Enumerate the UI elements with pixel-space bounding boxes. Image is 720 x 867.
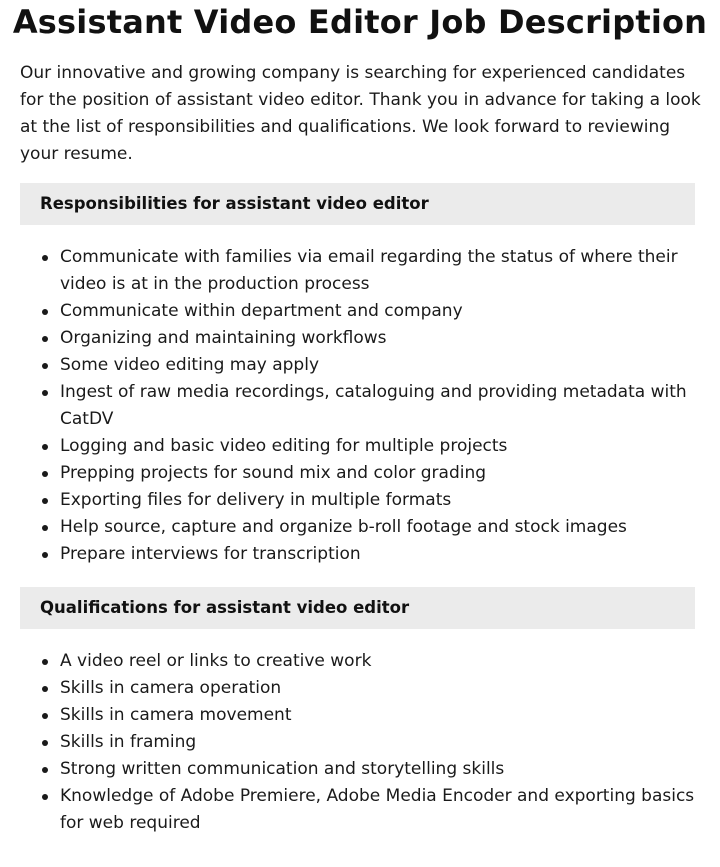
list-item: Help source, capture and organize b-roll footage and stock images (20, 514, 700, 541)
responsibilities-list (20, 244, 700, 568)
list-item: Skills in camera movement (20, 702, 700, 729)
list-item: Strong written communication and storytelling skills (20, 756, 700, 783)
list-item: Skills in camera operation (20, 675, 700, 702)
list-item: Skills in framing (20, 729, 700, 756)
list-item: Prepping projects for sound mix and color grading (20, 460, 700, 487)
list-item: Ingest of raw media recordings, cataloguing and providing metadata with CatDV (20, 379, 700, 433)
list-item: A video reel or links to creative work (20, 648, 700, 675)
page-title: Assistant Video Editor Job Description (12, 3, 708, 41)
list-item: Logging and basic video editing for multiple projects (20, 433, 700, 460)
list-item: Communicate with families via email regarding the status of where their video is at in the production process (20, 244, 700, 298)
qualifications-heading: Qualifications for assistant video editor (20, 587, 695, 629)
qualifications-list (20, 648, 700, 837)
list-item: Some video editing may apply (20, 352, 700, 379)
list-item: Knowledge of Adobe Premiere, Adobe Media Encoder and exporting basics for web required (20, 783, 700, 837)
intro-paragraph: Our innovative and growing company is searching for experienced candidates for the position of assistant video editor. Thank you in advance for taking a look at the list of responsibilities and qualifications. We look forward to reviewing your resume. (20, 63, 701, 164)
responsibilities-heading: Responsibilities for assistant video editor (20, 183, 695, 225)
list-item: Organizing and maintaining workflows (20, 325, 700, 352)
list-item: Communicate within department and company (20, 298, 700, 325)
list-item: Exporting files for delivery in multiple formats (20, 487, 700, 514)
list-item: Prepare interviews for transcription (20, 541, 700, 568)
